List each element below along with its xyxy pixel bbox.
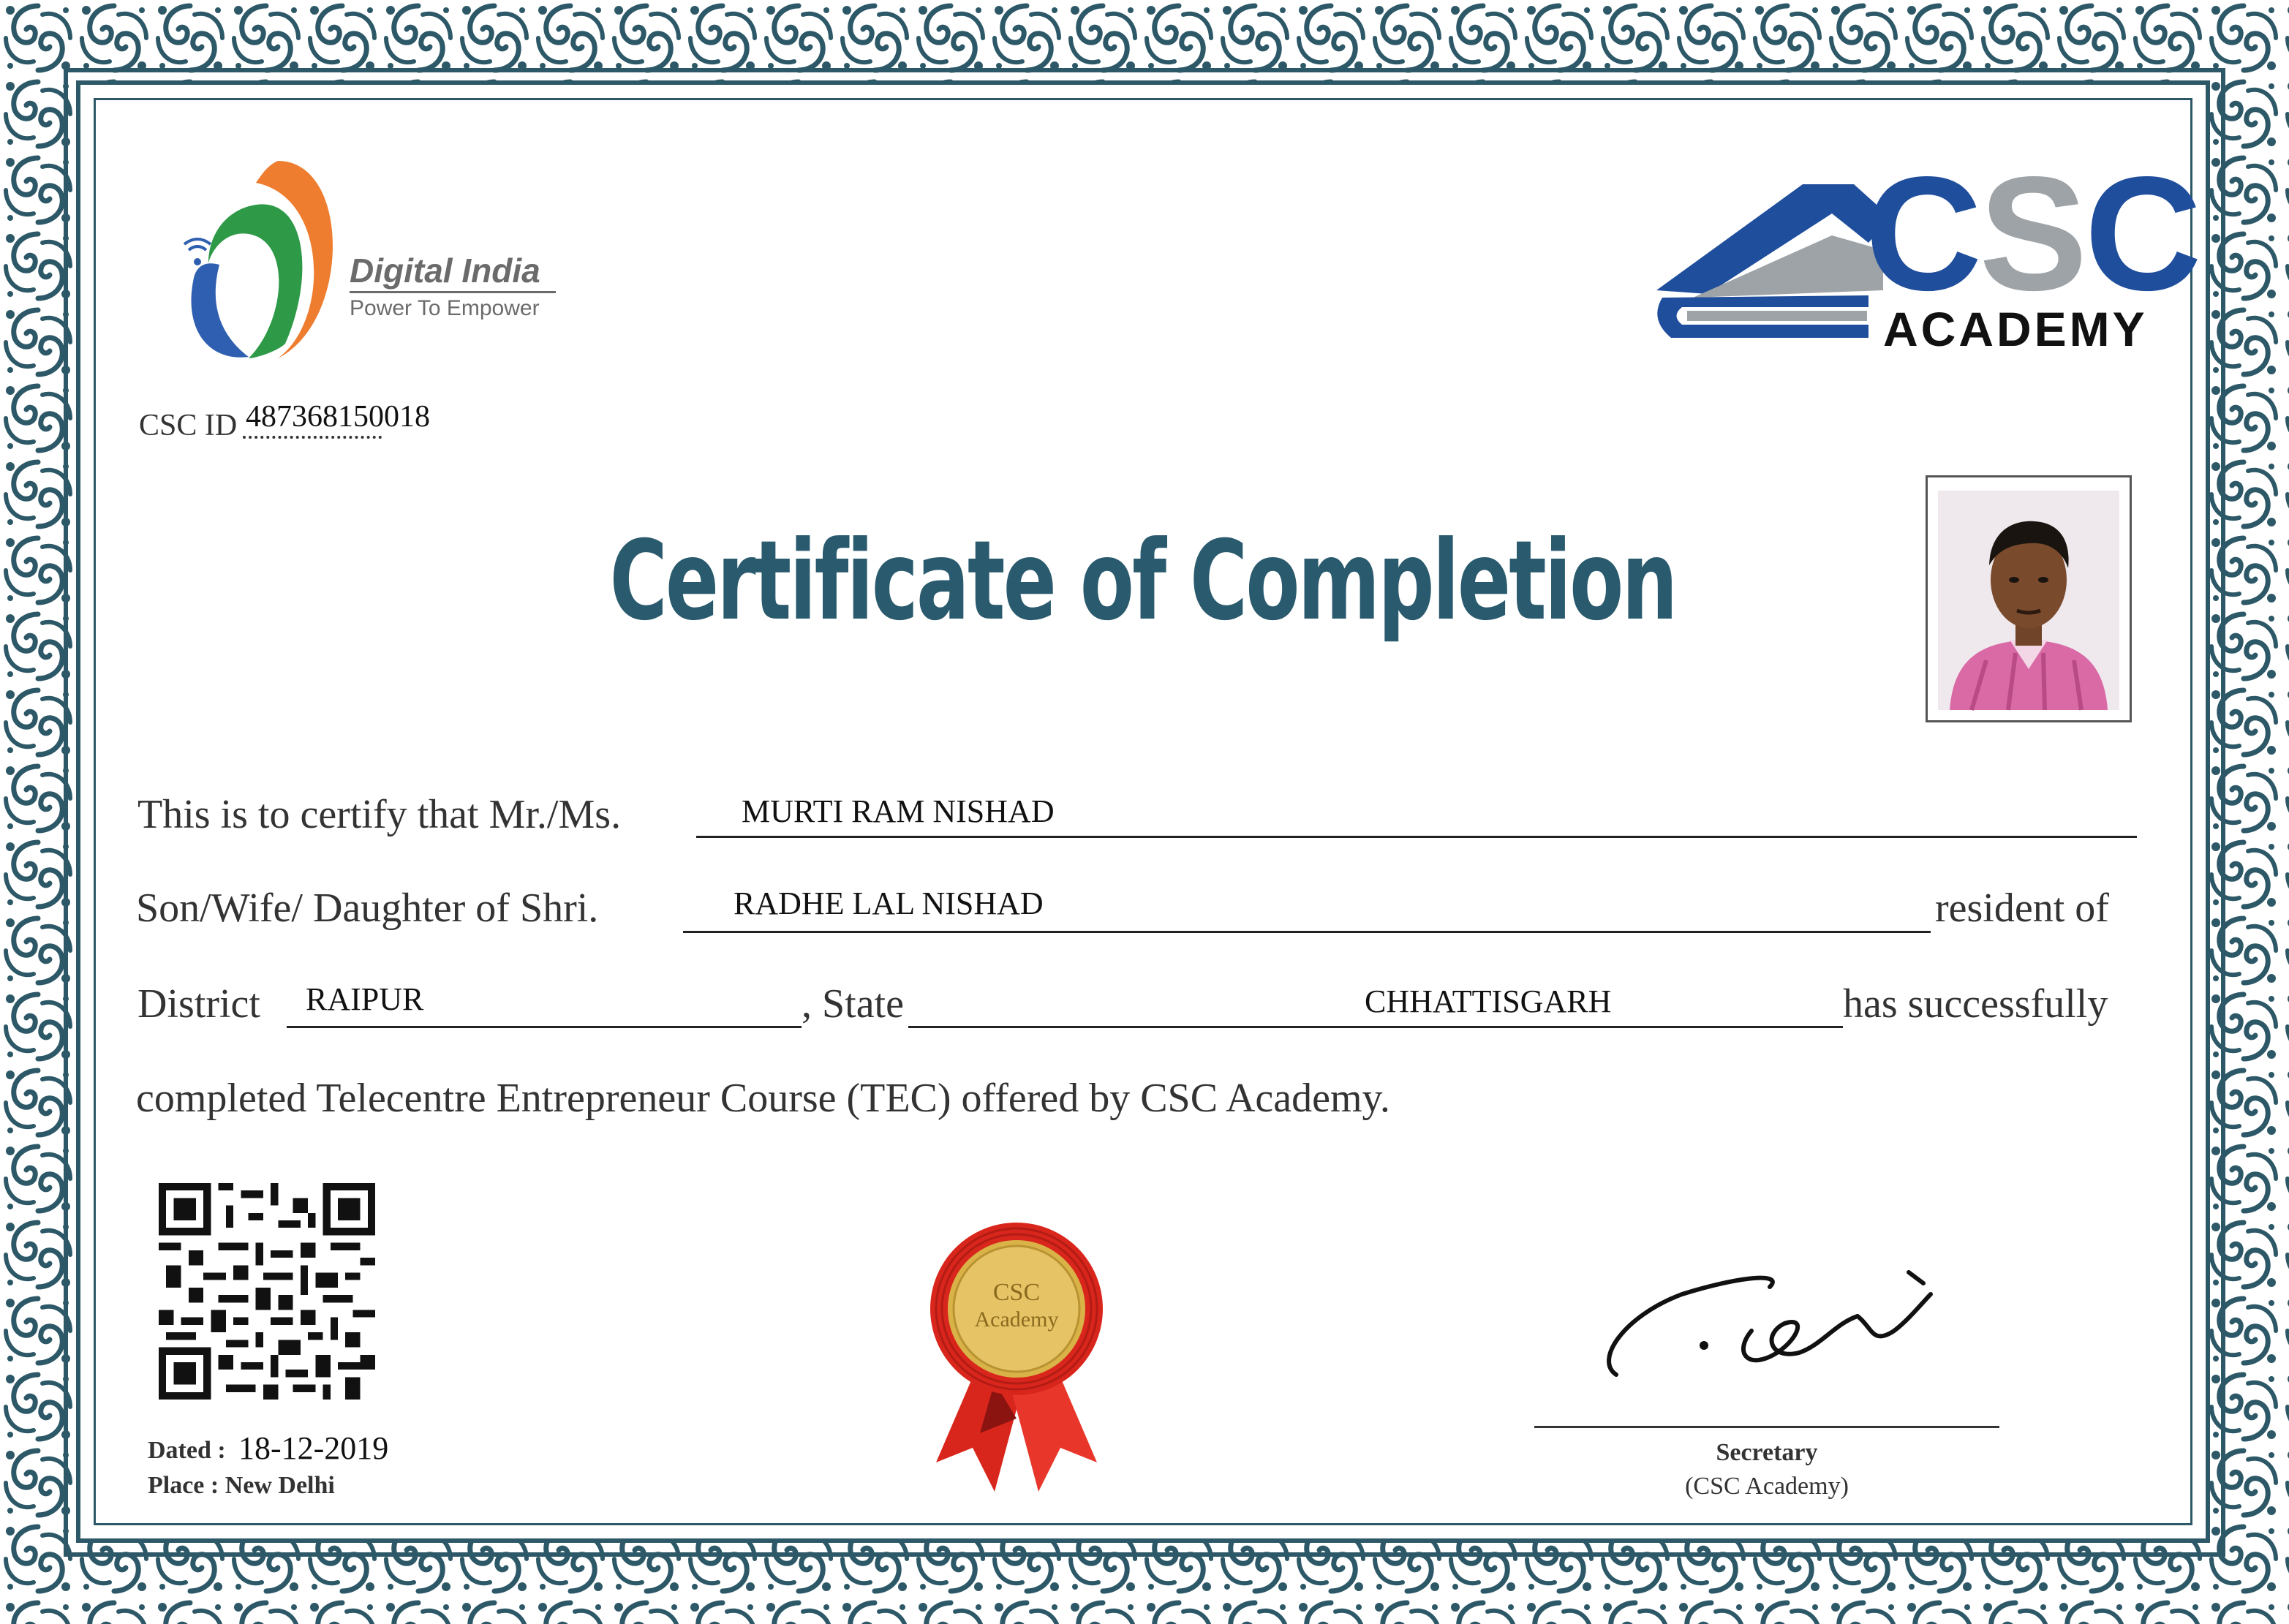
csc-id-value: 487368150018 (246, 400, 430, 434)
recipient-photo (1926, 475, 2132, 722)
seal-text-csc: CSC (992, 1279, 1041, 1306)
state-blank-line (908, 1026, 1843, 1028)
digital-india-tagline: Power To Empower (350, 296, 540, 320)
signatory-title: Secretary (1716, 1439, 1818, 1466)
place-text: Place : New Delhi (148, 1472, 335, 1499)
course-text: completed Telecentre Entrepreneur Course (TEC) offered by CSC Academy. (136, 1076, 1390, 1121)
csc-letter-c2: C (2084, 143, 2199, 325)
digital-india-underline (350, 291, 556, 293)
signature-line (1534, 1426, 1999, 1428)
csc-letter-c1: C (1865, 143, 1980, 325)
state-value: CHHATTISGARH (1365, 983, 1612, 1019)
award-seal-icon (921, 1214, 1112, 1506)
successfully-text: has successfully (1843, 981, 2108, 1027)
recipient-name: MURTI RAM NISHAD (742, 793, 1055, 829)
district-value: RAIPUR (306, 981, 424, 1017)
district-blank-line (287, 1026, 802, 1028)
seal-text-academy: Academy (974, 1307, 1059, 1332)
csc-id-label: CSC ID (139, 409, 238, 442)
dated-label: Dated : (148, 1437, 226, 1464)
csc-academy-word: ACADEMY (1883, 302, 2148, 356)
district-label: District (137, 981, 260, 1027)
certificate-title: Certificate of Completion (609, 518, 1676, 645)
parent-name: RADHE LAL NISHAD (734, 885, 1044, 921)
parent-blank-line (683, 931, 1931, 933)
qr-code-icon (158, 1183, 376, 1400)
resident-of-text: resident of (1935, 885, 2109, 931)
name-blank-line (696, 836, 2137, 838)
state-label: , State (802, 981, 904, 1027)
digital-india-title: Digital India (350, 252, 540, 290)
dated-value: 18-12-2019 (238, 1430, 389, 1466)
csc-letter-s: S (1979, 143, 2085, 325)
parent-text: Son/Wife/ Daughter of Shri. (136, 885, 599, 931)
signatory-organization: (CSC Academy) (1685, 1473, 1849, 1500)
csc-academy-wordmark (1865, 143, 2199, 325)
handwritten-signature (1594, 1243, 1945, 1389)
certify-text: This is to certify that Mr./Ms. (137, 792, 622, 837)
person-photo-icon (1928, 477, 2130, 720)
